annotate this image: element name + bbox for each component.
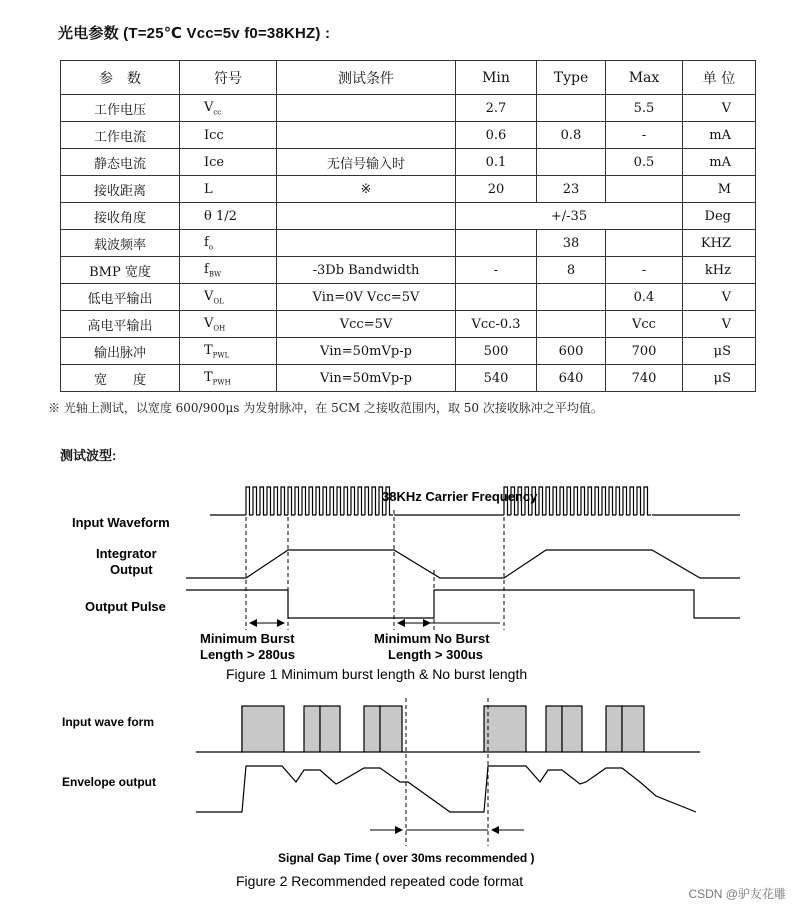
condition-cell: Vin=50mVp-p — [277, 365, 456, 392]
min-noburst-label-line1: Minimum No Burst — [374, 631, 490, 646]
symbol-cell — [180, 122, 277, 149]
header-condition: 测试条件 — [277, 61, 456, 95]
page-title: 光电参数 (T=25℃ Vcc=5v f0=38KHZ) : — [58, 25, 331, 42]
max-cell: 0.5 — [606, 149, 683, 176]
symbol-subscript: OL — [213, 297, 224, 306]
table-header-row — [61, 61, 756, 95]
min-cell — [456, 230, 537, 257]
parameter-table — [60, 60, 756, 392]
carrier-frequency-label: 38KHz Carrier Frequency — [382, 489, 538, 504]
max-cell: 5.5 — [606, 95, 683, 122]
symbol-subscript: PWL — [212, 351, 230, 360]
figure2-input-blocks — [196, 706, 700, 752]
min-cell: 0.1 — [456, 149, 537, 176]
waveform-figures — [0, 470, 800, 890]
symbol-cell — [180, 257, 277, 284]
integrator-label-line2: Output — [110, 562, 153, 577]
symbol-cell — [180, 338, 277, 365]
symbol-subscript: cc — [213, 108, 222, 117]
table-row — [61, 230, 756, 257]
symbol-subscript: o — [208, 243, 214, 252]
symbol-text: f — [204, 234, 209, 250]
max-cell: 740 — [606, 365, 683, 392]
min-cell: 20 — [456, 176, 537, 203]
max-cell: Vcc — [606, 311, 683, 338]
type-cell: 38 — [537, 230, 606, 257]
symbol-text: T — [204, 342, 213, 358]
condition-cell: Vin=0V Vcc=5V — [277, 284, 456, 311]
symbol-cell — [180, 365, 277, 392]
header-param: 参 数 — [61, 61, 180, 95]
footnote: ※ 光轴上测试，以宽度 600/900μs 为发射脉冲，在 5CM 之接收范围内，取 50 次接收脉冲之平均值。 — [48, 401, 603, 415]
unit-cell: μS — [683, 365, 756, 392]
min-cell: 500 — [456, 338, 537, 365]
header-min: Min — [456, 61, 537, 95]
param-cell: 工作电压 — [61, 95, 180, 122]
range-cell: +/-35 — [456, 203, 683, 230]
min-burst-label-line1: Minimum Burst — [200, 631, 295, 646]
symbol-text: Icc — [204, 127, 224, 143]
symbol-cell — [180, 311, 277, 338]
table-row — [61, 284, 756, 311]
unit-cell: V — [683, 284, 756, 311]
min-cell: Vcc-0.3 — [456, 311, 537, 338]
symbol-cell — [180, 149, 277, 176]
param-cell: 静态电流 — [61, 149, 180, 176]
condition-cell: -3Db Bandwidth — [277, 257, 456, 284]
max-cell: - — [606, 122, 683, 149]
min-cell — [456, 284, 537, 311]
type-cell — [537, 284, 606, 311]
symbol-cell — [180, 284, 277, 311]
table-row — [61, 122, 756, 149]
output-pulse-label: Output Pulse — [85, 599, 166, 614]
param-cell: 接收距离 — [61, 176, 180, 203]
type-cell: 600 — [537, 338, 606, 365]
figure1-dashed-markers — [246, 510, 504, 630]
symbol-cell — [180, 176, 277, 203]
symbol-cell — [180, 230, 277, 257]
watermark: CSDN @驴友花雕 — [688, 887, 786, 901]
min-burst-label-line2: Length > 280us — [200, 647, 295, 662]
figure2-envelope — [196, 766, 696, 812]
unit-cell: KHZ — [683, 230, 756, 257]
min-cell: 0.6 — [456, 122, 537, 149]
table-row — [61, 257, 756, 284]
symbol-subscript: OH — [213, 324, 226, 333]
table-row — [61, 176, 756, 203]
unit-cell: μS — [683, 338, 756, 365]
type-cell: 23 — [537, 176, 606, 203]
condition-cell — [277, 95, 456, 122]
max-cell — [606, 176, 683, 203]
integrator-label-line1: Integrator — [96, 546, 157, 561]
unit-cell: mA — [683, 122, 756, 149]
symbol-text: Ice — [204, 154, 225, 170]
input-waveform-label: Input Waveform — [72, 515, 170, 530]
min-cell: 540 — [456, 365, 537, 392]
header-symbol: 符号 — [180, 61, 277, 95]
symbol-text: θ 1/2 — [204, 208, 237, 224]
type-cell — [537, 311, 606, 338]
condition-cell: ※ — [277, 176, 456, 203]
envelope-output-label: Envelope output — [62, 775, 156, 789]
symbol-text: V — [204, 288, 214, 304]
condition-cell — [277, 230, 456, 257]
signal-gap-label: Signal Gap Time ( over 30ms recommended ) — [278, 851, 535, 865]
symbol-text: T — [204, 369, 213, 385]
min-cell: - — [456, 257, 537, 284]
param-cell: 工作电流 — [61, 122, 180, 149]
table-row — [61, 365, 756, 392]
param-cell: 载波频率 — [61, 230, 180, 257]
unit-cell: mA — [683, 149, 756, 176]
symbol-text: V — [204, 315, 214, 331]
condition-cell: Vcc=5V — [277, 311, 456, 338]
max-cell: 0.4 — [606, 284, 683, 311]
condition-cell — [277, 122, 456, 149]
max-cell: - — [606, 257, 683, 284]
unit-cell: kHz — [683, 257, 756, 284]
condition-cell: Vin=50mVp-p — [277, 338, 456, 365]
unit-cell: Deg — [683, 203, 756, 230]
figure1-caption: Figure 1 Minimum burst length & No burst length — [226, 666, 528, 682]
param-cell: 输出脉冲 — [61, 338, 180, 365]
param-cell: 高电平输出 — [61, 311, 180, 338]
condition-cell: 无信号输入时 — [277, 149, 456, 176]
param-cell: 接收角度 — [61, 203, 180, 230]
figure1-waveforms — [186, 487, 740, 618]
unit-cell: V — [683, 95, 756, 122]
param-cell: 低电平输出 — [61, 284, 180, 311]
unit-cell: V — [683, 311, 756, 338]
symbol-text: f — [204, 261, 209, 277]
carrier-burst — [246, 487, 393, 515]
max-cell: 700 — [606, 338, 683, 365]
table-row — [61, 311, 756, 338]
header-unit: 单 位 — [683, 61, 756, 95]
param-cell: 宽 度 — [61, 365, 180, 392]
min-noburst-label-line2: Length > 300us — [388, 647, 483, 662]
table-row — [61, 149, 756, 176]
type-cell: 8 — [537, 257, 606, 284]
param-cell: BMP 宽度 — [61, 257, 180, 284]
symbol-text: V — [204, 99, 214, 115]
table-row — [61, 203, 756, 230]
unit-cell: M — [683, 176, 756, 203]
symbol-subscript: BW — [208, 270, 222, 279]
table-row — [61, 95, 756, 122]
min-cell: 2.7 — [456, 95, 537, 122]
symbol-cell — [180, 203, 277, 230]
symbol-cell — [180, 95, 277, 122]
type-cell — [537, 95, 606, 122]
symbol-text: L — [204, 181, 213, 197]
header-max: Max — [606, 61, 683, 95]
type-cell: 640 — [537, 365, 606, 392]
type-cell — [537, 149, 606, 176]
header-type: Type — [537, 61, 606, 95]
figure2-caption: Figure 2 Recommended repeated code format — [236, 873, 524, 889]
type-cell: 0.8 — [537, 122, 606, 149]
figure2-dashed-markers — [406, 698, 488, 846]
max-cell — [606, 230, 683, 257]
input-wave-form-label: Input wave form — [62, 715, 155, 729]
symbol-subscript: PWH — [212, 378, 231, 387]
condition-cell — [277, 203, 456, 230]
table-row — [61, 338, 756, 365]
waveform-section-title: 测试波型: — [60, 448, 117, 463]
